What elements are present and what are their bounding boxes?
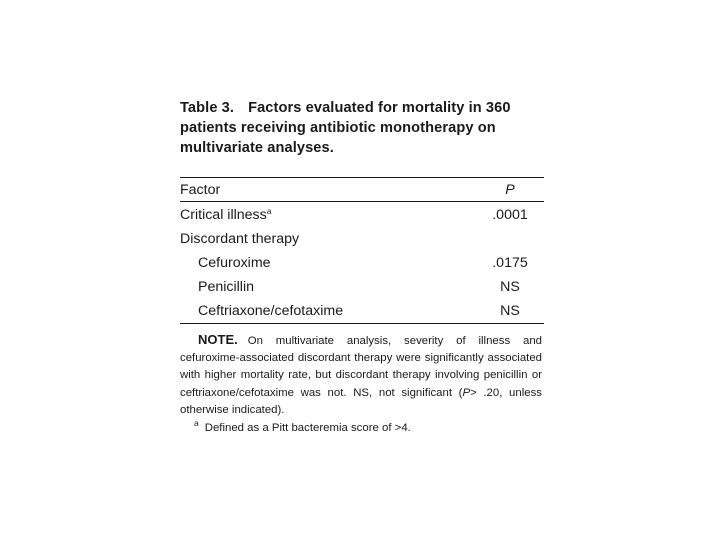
column-header-factor: Factor [180,182,221,198]
row-factor: Cefuroxime [198,255,271,271]
row-factor: Penicillin [198,279,254,295]
footnote-text: Defined as a Pitt bacteremia score of >4. [204,422,411,435]
table-label: Table 3. [180,100,235,116]
column-header-p: P [505,182,515,198]
row-factor: Critical illness [180,207,267,223]
table-row [180,227,542,251]
row-factor: Discordant therapy [180,231,300,247]
table-caption [180,98,542,158]
table-row [180,299,542,323]
row-p-value: NS [500,303,520,319]
table-row [180,251,542,275]
row-p-value: NS [500,279,520,295]
table-note [180,331,542,419]
bottom-rule [180,323,544,324]
row-factor: Ceftriaxone/cefotaxime [198,303,344,319]
row-p-value [478,227,542,251]
note-label: NOTE. [198,332,238,347]
table-block [180,98,542,437]
table-body [180,202,542,323]
table-row [180,275,542,299]
footnote-marker: a [194,418,199,429]
note-text-before-p: On multivariate analysis, severity of illness and cefuroxime-associated discordant therapy were significantly associated with higher mortality rate, but discordant therapy involving penicillin or ceftriaxone/cefotaxime was not. NS, not significant ( [180,335,542,399]
footnote-marker: a [266,206,272,216]
note-p-symbol: P [462,386,471,399]
table-header-row [180,178,542,201]
table-title: Factors evaluated for mortality in 360 patients receiving antibiotic monotherapy on multivariate analyses. [180,100,511,156]
row-p-value: .0001 [492,207,528,223]
note-text-after-p: > .20, unless otherwise indicated). [180,386,542,416]
row-p-value: .0175 [492,255,528,271]
table-footnote [180,420,542,437]
table-row [180,203,542,227]
